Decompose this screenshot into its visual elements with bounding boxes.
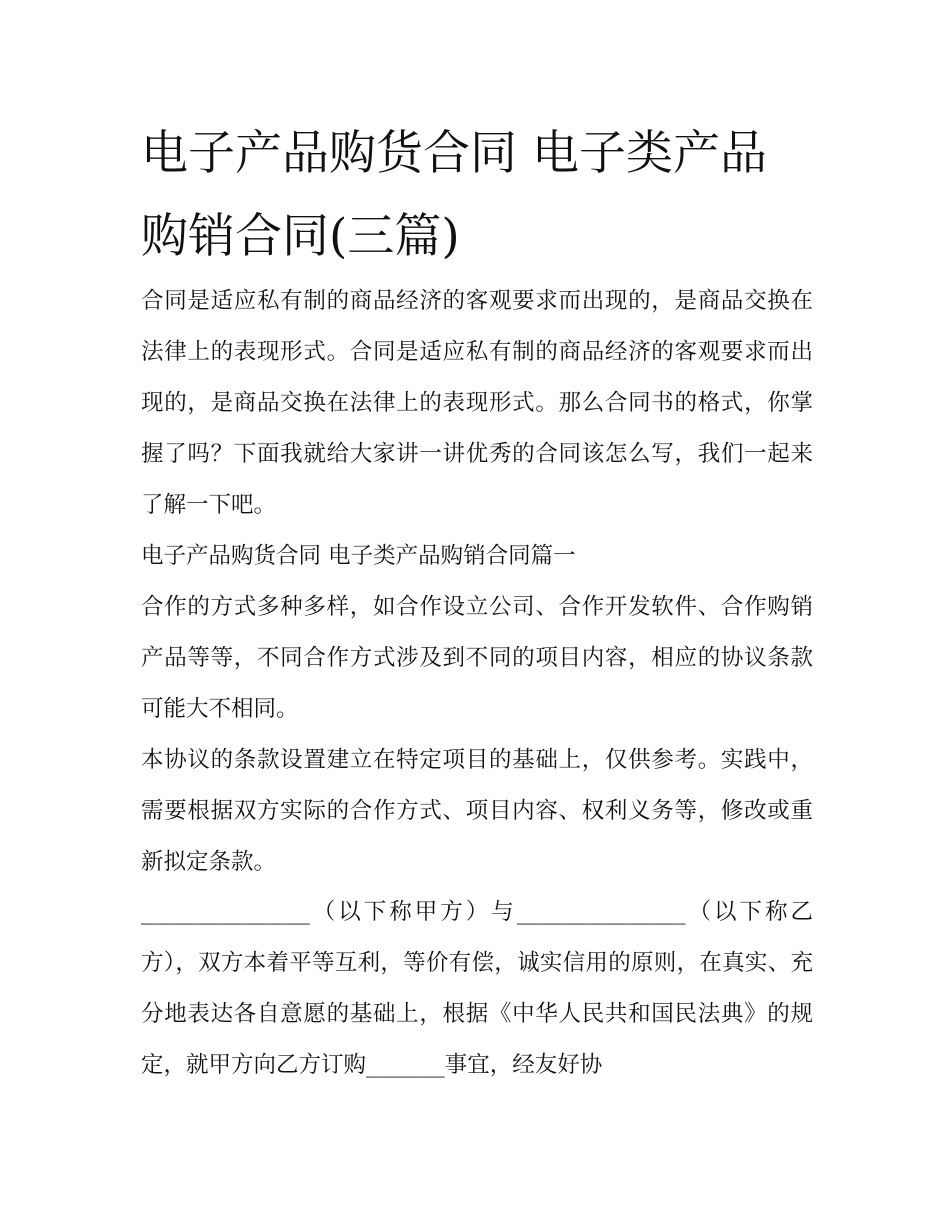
- paragraph-parties: _______________（以下称甲方）与_______________（以下称乙方），双方本着平等互利，等价有偿，诚实信用的原则，在真实、充分地表达各自意愿的基础上，根据《中华人民共和国民法典》的规定，就甲方向乙方订购_______事宜，经友好协: [141, 899, 813, 1078]
- section-heading: 电子产品购货合同 电子类产品购销合同篇一: [141, 543, 576, 569]
- intro-paragraph: 合同是适应私有制的商品经济的客观要求而出现的，是商品交换在法律上的表现形式。合同是适应私有制的商品经济的客观要求而出现的，是商品交换在法律上的表现形式。那么合同书的格式，你掌握了吗？下面我就给大家讲一讲优秀的合同该怎么写，我们一起来了解一下吧。: [141, 288, 813, 518]
- paragraph-cooperation-methods: 合作的方式多种多样，如合作设立公司、合作开发软件、合作购销产品等等，不同合作方式涉及到不同的项目内容，相应的协议条款可能大不相同。: [141, 594, 813, 722]
- document-title: 电子产品购货合同 电子类产品购销合同(三篇): [141, 126, 767, 264]
- paragraph-reference-note: 本协议的条款设置建立在特定项目的基础上，仅供参考。实践中，需要根据双方实际的合作方式、项目内容、权利义务等，修改或重新拟定条款。: [141, 747, 813, 875]
